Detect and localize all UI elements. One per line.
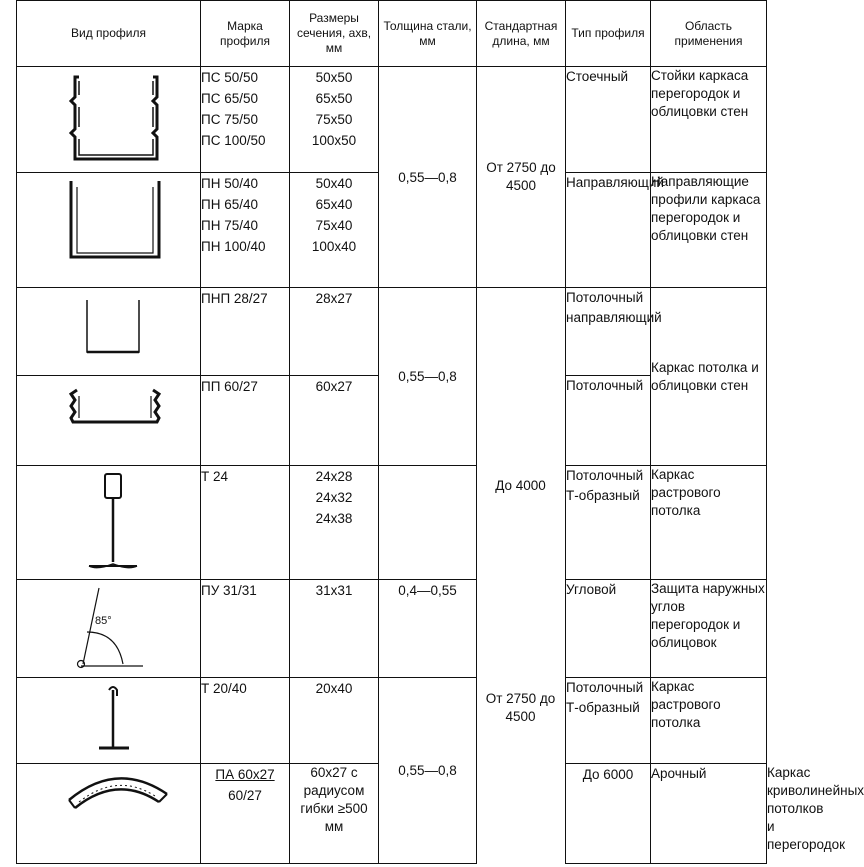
profile-drawing-pnp (17, 288, 201, 376)
length-1: От 2750 до 4500 (477, 67, 566, 288)
length-t24: До 4000 (495, 478, 546, 493)
sizes-ps (290, 67, 379, 173)
length-pa: До 6000 (566, 764, 651, 864)
size-item: 50x50 (315, 70, 353, 85)
mark-item: Т 20/40 (201, 681, 247, 696)
size-item: 50x40 (315, 176, 353, 191)
type-pp: Потолочный (566, 376, 651, 466)
profile-drawing-ps (17, 67, 201, 173)
size-item: 60x27 (315, 379, 353, 394)
mark-item: ПС 75/50 (201, 112, 258, 127)
mark-item: ПА 60x27 (215, 767, 275, 782)
sizes-t24 (290, 466, 379, 580)
header-row (17, 1, 767, 67)
mark-item: ПС 65/50 (201, 91, 258, 106)
type-t24: Потолочный Т-образный (566, 466, 651, 580)
header-mark: Марка профиля (201, 1, 290, 67)
type-pu: Угловой (566, 580, 651, 678)
mark-item: ПС 50/50 (201, 70, 258, 85)
size-item: 20x40 (315, 681, 353, 696)
marks-pn (201, 173, 290, 288)
sizes-pn (290, 173, 379, 288)
size-item: 24x28 (315, 469, 353, 484)
profiles-table (16, 0, 864, 864)
header-type: Тип профиля (566, 1, 651, 67)
profile-drawing-t2040 (17, 678, 201, 764)
application-pn: Направляющие профили каркаса перегородок и облицовки стен (651, 173, 767, 288)
header-application: Область применения (651, 1, 767, 67)
row-ps (17, 67, 767, 173)
thickness-3: 0,55—0,8 (379, 678, 477, 864)
thickness-1: 0,55—0,8 (379, 67, 477, 288)
length-empty (477, 288, 566, 864)
mark-item: ПН 75/40 (201, 218, 258, 233)
marks-pa (201, 764, 290, 864)
mark-item: ПП 60/27 (201, 379, 258, 394)
mark-item: Т 24 (201, 469, 229, 484)
size-item: 100x40 (311, 239, 357, 254)
application-ceiling: Каркас потолка и облицовки стен (651, 288, 767, 466)
row-pa: ПА 60x27 60/27 60x27 с радиусом гибки ≥500 мм До 6000 Арочный Каркас криволинейных потолков и перегородок (17, 764, 767, 864)
size-item: 65x50 (315, 91, 353, 106)
size-item: 24x38 (315, 511, 353, 526)
application-t24: Каркас растрового потолка (651, 466, 767, 580)
sizes-pa: 60x27 с радиусом гибки ≥500 мм (290, 764, 379, 864)
mark-item: ПН 65/40 (201, 197, 258, 212)
angle-label: 85° (95, 615, 112, 627)
application-t2040: Каркас растрового потолка (651, 678, 767, 764)
marks-ps (201, 67, 290, 173)
header-thickness: Толщина стали, мм (379, 1, 477, 67)
size-item: 28x27 (315, 291, 353, 306)
sizes-pnp (290, 288, 379, 376)
marks-pu (201, 580, 290, 678)
row-t24 (17, 466, 767, 580)
profile-drawing-pa (17, 764, 201, 864)
mark-item: ПУ 31/31 (201, 583, 257, 598)
type-pnp: Потолочный направляющий (566, 288, 651, 376)
marks-t2040 (201, 678, 290, 764)
sizes-pu (290, 580, 379, 678)
profile-drawing-pp (17, 376, 201, 466)
header-view: Вид профиля (17, 1, 201, 67)
length-2: От 2750 до 4500 (485, 691, 556, 724)
application-pu: Защита наружных углов перегородок и облицовок (651, 580, 767, 678)
type-pn: Направляющий (566, 173, 651, 288)
row-pnp (17, 288, 767, 376)
mark-item: ПН 100/40 (201, 239, 266, 254)
sizes-t2040 (290, 678, 379, 764)
size-item: 24x32 (315, 490, 353, 505)
mark-item: 60/27 (228, 788, 262, 803)
size-item: 65x40 (315, 197, 353, 212)
thickness-empty (379, 466, 477, 580)
application-ps: Стойки каркаса перегородок и облицовки стен (651, 67, 767, 173)
marks-pp (201, 376, 290, 466)
size-item: 75x50 (315, 112, 353, 127)
marks-t24 (201, 466, 290, 580)
marks-pnp (201, 288, 290, 376)
row-pu (17, 580, 767, 678)
type-t2040: Потолочный Т-образный (566, 678, 651, 764)
header-length: Стандартная длина, мм (477, 1, 566, 67)
mark-item: ПНП 28/27 (201, 291, 268, 306)
profile-drawing-pn (17, 173, 201, 288)
size-item: 31x31 (315, 583, 353, 598)
profile-drawing-t24 (17, 466, 201, 580)
thickness-2: 0,55—0,8 (379, 288, 477, 466)
mark-item: ПН 50/40 (201, 176, 258, 191)
type-ps: Стоечный (566, 67, 651, 173)
type-pa: Арочный (651, 764, 767, 864)
header-sizes: Размеры сечения, ахв, мм (290, 1, 379, 67)
sizes-pp (290, 376, 379, 466)
mark-item: ПС 100/50 (201, 133, 266, 148)
thickness-pu: 0,4—0,55 (379, 580, 477, 678)
size-item: 75x40 (315, 218, 353, 233)
row-t2040 (17, 678, 767, 764)
size-item: 100x50 (311, 133, 357, 148)
profile-drawing-pu (17, 580, 201, 678)
